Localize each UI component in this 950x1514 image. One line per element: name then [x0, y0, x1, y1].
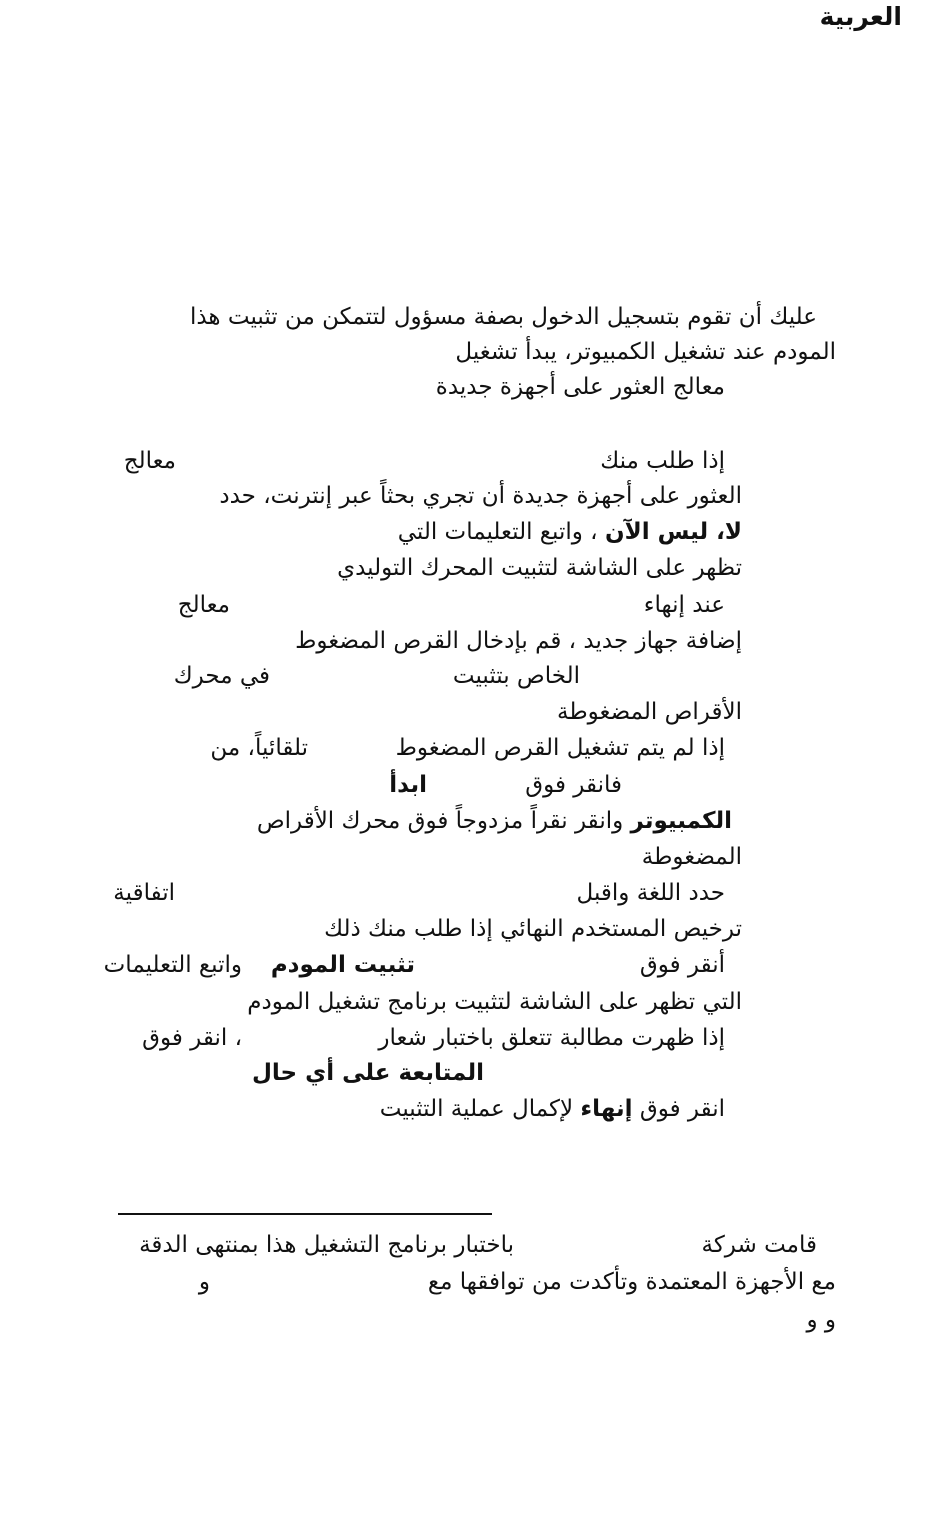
step3-text-b: تلقائياً، من [210, 735, 308, 761]
step2-text-c: إضافة جهاز جديد ، قم بإدخال القرص المضغوط [295, 628, 742, 654]
step1-text-d: ، واتبع التعليمات التي [397, 519, 598, 545]
step2-text-d: الخاص بتثبيت [452, 663, 580, 689]
step2-text-b: معالج [177, 592, 230, 618]
step3-start: ابدأ [389, 772, 427, 798]
footnote-divider [118, 1213, 492, 1215]
step7-text-b: لإكمال عملية التثبيت [379, 1096, 574, 1122]
step6-text-a: إذا ظهرت مطالبة تتعلق باختبار شعار [378, 1025, 725, 1051]
step6-continue-anyway: المتابعة على أي حال [251, 1060, 484, 1086]
footnote-text-1b: باختبار برنامج التشغيل هذا بمنتهى الدقة [139, 1232, 514, 1258]
footnote-text-3: و و [806, 1307, 836, 1333]
step5-text-c: التي تظهر على الشاشة لتثبيت برنامج تشغيل المودم [247, 989, 742, 1015]
footnote-text-2a: مع الأجهزة المعتمدة وتأكدت من توافقها مع [427, 1269, 836, 1295]
step7-text-a: انقر فوق [639, 1096, 725, 1122]
step6-text-b: ، انقر فوق [142, 1025, 242, 1051]
step2-text-e: في محرك [173, 663, 270, 689]
step5-text-a: أنقر فوق [639, 952, 725, 978]
footnote-text-1a: قامت شركة [701, 1232, 817, 1258]
step1-line-d [398, 517, 742, 547]
step5-text-b: واتبع التعليمات [103, 952, 242, 978]
step1-text-e: تظهر على الشاشة لتثبيت المحرك التوليدي [337, 555, 742, 581]
step3-text-e: المضغوطة [641, 844, 742, 870]
step7-line [380, 1094, 725, 1124]
step3-text-c: فانقر فوق [525, 772, 622, 798]
step4-text-a: حدد اللغة واقبل [576, 880, 725, 906]
step2-text-a: عند إنهاء [643, 592, 725, 618]
step1-no-not-now: لا، ليس الآن [604, 519, 742, 545]
language-label: العربية [819, 2, 902, 31]
step1-text-b: معالج [123, 448, 176, 474]
intro-line-3: معالج العثور على أجهزة جديدة [435, 374, 725, 400]
step2-text-f: الأقراص المضغوطة [557, 699, 742, 725]
step3-text-d: وانقر نقراً مزدوجاً فوق محرك الأقراص [256, 808, 624, 834]
step7-finish: إنهاء [580, 1096, 633, 1122]
intro-line-2: المودم عند تشغيل الكمبيوتر، يبدأ تشغيل [455, 339, 836, 365]
footnote-text-2b: و [198, 1269, 210, 1295]
step1-text-a: إذا طلب منك [600, 448, 725, 474]
step4-text-b: اتفاقية [113, 880, 175, 906]
step3-text-a: إذا لم يتم تشغيل القرص المضغوط [395, 735, 725, 761]
intro-line-1: عليك أن تقوم بتسجيل الدخول بصفة مسؤول لتتمكن من تثبيت هذا [189, 304, 817, 330]
step3-line-d [257, 806, 732, 836]
step4-text-c: ترخيص المستخدم النهائي إذا طلب منك ذلك [324, 916, 742, 942]
step1-text-c: العثور على أجهزة جديدة أن تجري بحثاً عبر إنترنت، حدد [219, 483, 742, 509]
step3-computer: الكمبيوتر [630, 808, 732, 834]
step5-install-modem: تثبيت المودم [270, 952, 415, 978]
